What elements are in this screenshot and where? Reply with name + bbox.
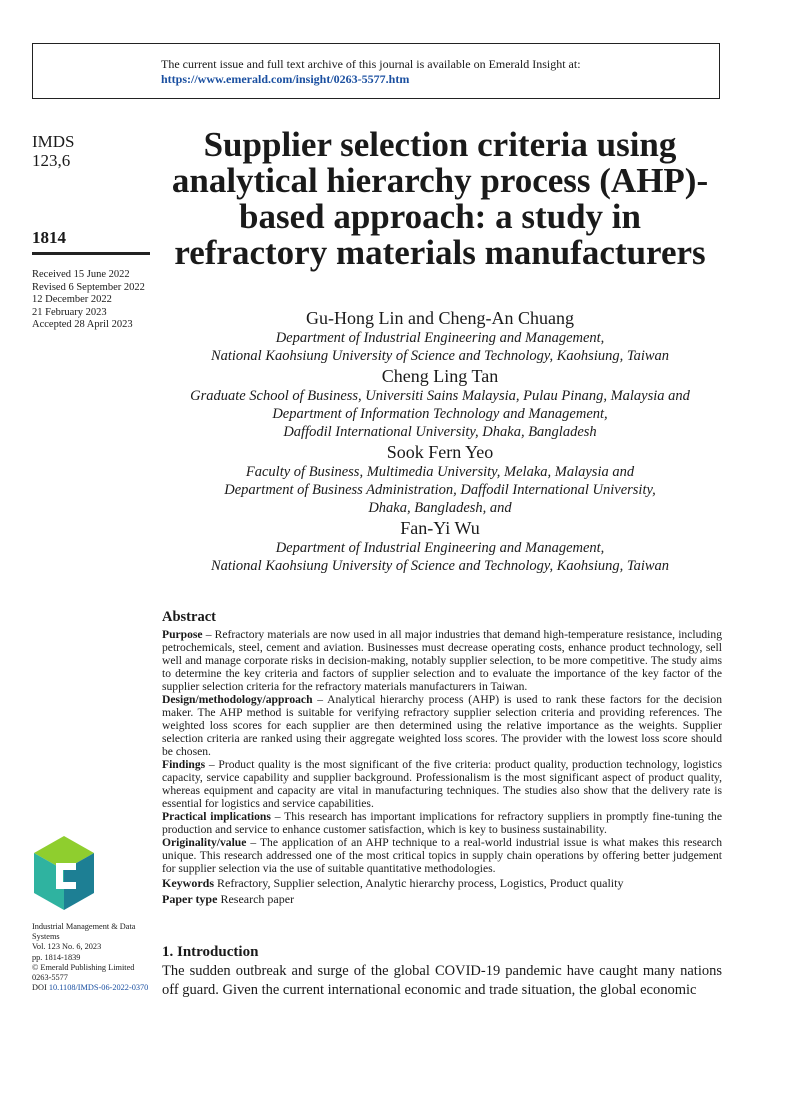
keywords-text: Refractory, Supplier selection, Analytic hierarchy process, Logistics, Product quality [214,876,624,890]
author-affiliation: Department of Industrial Engineering and Management, [275,540,605,556]
date-line: Received 15 June 2022 [32,269,130,280]
author-affiliation: Dhaka, Bangladesh, and [368,500,512,516]
section-label: Findings [162,758,206,771]
abstract-purpose [162,628,722,693]
submission-dates [32,269,152,332]
section-label: Originality/value [162,836,247,849]
doi-label: DOI [32,983,47,993]
introduction-text: The sudden outbreak and surge of the global COVID-19 pandemic have caught many nations off guard. Given the current international economic and trade situation, the global economic [162,963,722,998]
page-number: 1814 [32,228,66,247]
paper-title: Supplier selection criteria using analytical hierarchy process (AHP)-based approach: a study in refractory materials manufacturers [171,125,709,272]
archive-notice-text: The current issue and full text archive of this journal is available on Emerald Insight at: [161,57,581,71]
publication-footer [32,922,157,993]
footer-pages: pp. 1814-1839 [32,952,81,962]
abstract-design [162,693,722,758]
section-text: – Analytical hierarchy process (AHP) is used to rank these factors for the decision maker. The AHP method is suitable for verifying refractory supplier selection criteria and providing references. The weighted loss scores for each supplier are then determined using the relative importance as the weights. Supplier selection criteria are ranked using their aggregate weighted loss scores. The provider with the lowest loss score should be chosen. [162,693,722,758]
author-name: Fan-Yi Wu [400,518,480,538]
date-line: 12 December 2022 [32,294,112,305]
abstract-implications [162,810,722,836]
section-label: Purpose [162,628,203,641]
journal-abbreviation: IMDS [32,132,75,151]
section-text: – Refractory materials are now used in all major industries that demand high-temperature resistance, including petrochemicals, steel, cement and aviation. Businesses must decrease operating costs, enhance product technology, sell well and manage corporate risks in decision-making, notably supplier selection, to be more competitive. The study aims to determine the key criteria and factors of supplier selection and to evaluate the importance of the key factor of the supplier selection criteria for the refractory materials manufacturers in Taiwan. [162,628,722,693]
keywords-label: Keywords [162,876,214,890]
author-affiliation: National Kaohsiung University of Science and Technology, Kaohsiung, Taiwan [210,348,670,364]
emerald-logo-icon [32,834,96,914]
author-affiliation: Graduate School of Business, Universiti Sains Malaysia, Pulau Pinang, Malaysia and [190,388,690,404]
date-line: 21 February 2023 [32,306,107,318]
abstract-originality [162,836,722,875]
paper-type-text: Research paper [217,892,295,906]
doi-link[interactable]: 10.1108/IMDS-06-2022-0370 [48,983,149,993]
author-affiliation: Department of Industrial Engineering and Management, [275,330,605,346]
date-line: Accepted 28 April 2023 [32,319,133,330]
footer-journal: Industrial Management & Data Systems [32,922,136,942]
section-label: Practical implications [162,810,271,823]
paper-type-line [162,891,722,907]
abstract-section [162,606,722,907]
author-affiliation: Department of Business Administration, Daffodil International University, [224,482,656,498]
author-affiliation: National Kaohsiung University of Science and Technology, Kaohsiung, Taiwan [210,558,670,574]
introduction-section [162,942,722,1000]
journal-url-link[interactable]: https://www.emerald.com/insight/0263-5577.htm [161,72,410,86]
journal-volume: 123,6 [32,151,71,170]
abstract-findings [162,758,722,810]
author-block [160,307,720,575]
author-affiliation: Daffodil International University, Dhaka, Bangladesh [283,424,597,440]
section-text: – The application of an AHP technique to a real-world industrial issue is what makes this research unique. This research addressed one of the most critical topics in supply chain operations by offering better judgement for supplier selection via the use of suitable quantitative methodologies. [162,836,722,875]
footer-publisher: © Emerald Publishing Limited [32,962,135,972]
section-text: – This research has important implications for refractory suppliers in promptly fine-tuning the production and service to enhance customer satisfaction, which is key to business sustainability. [162,810,722,836]
archive-notice-box [32,43,720,99]
footer-doi-line [32,983,157,993]
page-number-rule [32,252,150,255]
date-line: Revised 6 September 2022 [32,281,145,293]
keywords-line [162,875,722,891]
introduction-heading: 1. Introduction [162,944,259,960]
author-name: Gu-Hong Lin and Cheng-An Chuang [306,308,574,328]
paper-type-label: Paper type [162,892,218,906]
left-margin-column [32,132,152,332]
author-name: Sook Fern Yeo [386,442,494,462]
section-text: – Product quality is the most significant of the five criteria: product quality, production technology, logistics capacity, service capability and supplier background. Professionalism is the most significant aspect of product quality, whereas equipment and capacity are vital in manufacturing techniques. The studies also show that the delivery rate is essential for logistics and service capabilities. [162,758,722,810]
author-name: Cheng Ling Tan [381,366,499,386]
author-affiliation: Department of Information Technology and Management, [272,406,608,422]
author-affiliation: Faculty of Business, Multimedia University, Melaka, Malaysia and [245,464,635,480]
footer-volume: Vol. 123 No. 6, 2023 [32,942,102,952]
footer-issn: 0263-5577 [32,973,68,983]
abstract-heading: Abstract [162,609,216,625]
section-label: Design/methodology/approach [162,693,313,706]
